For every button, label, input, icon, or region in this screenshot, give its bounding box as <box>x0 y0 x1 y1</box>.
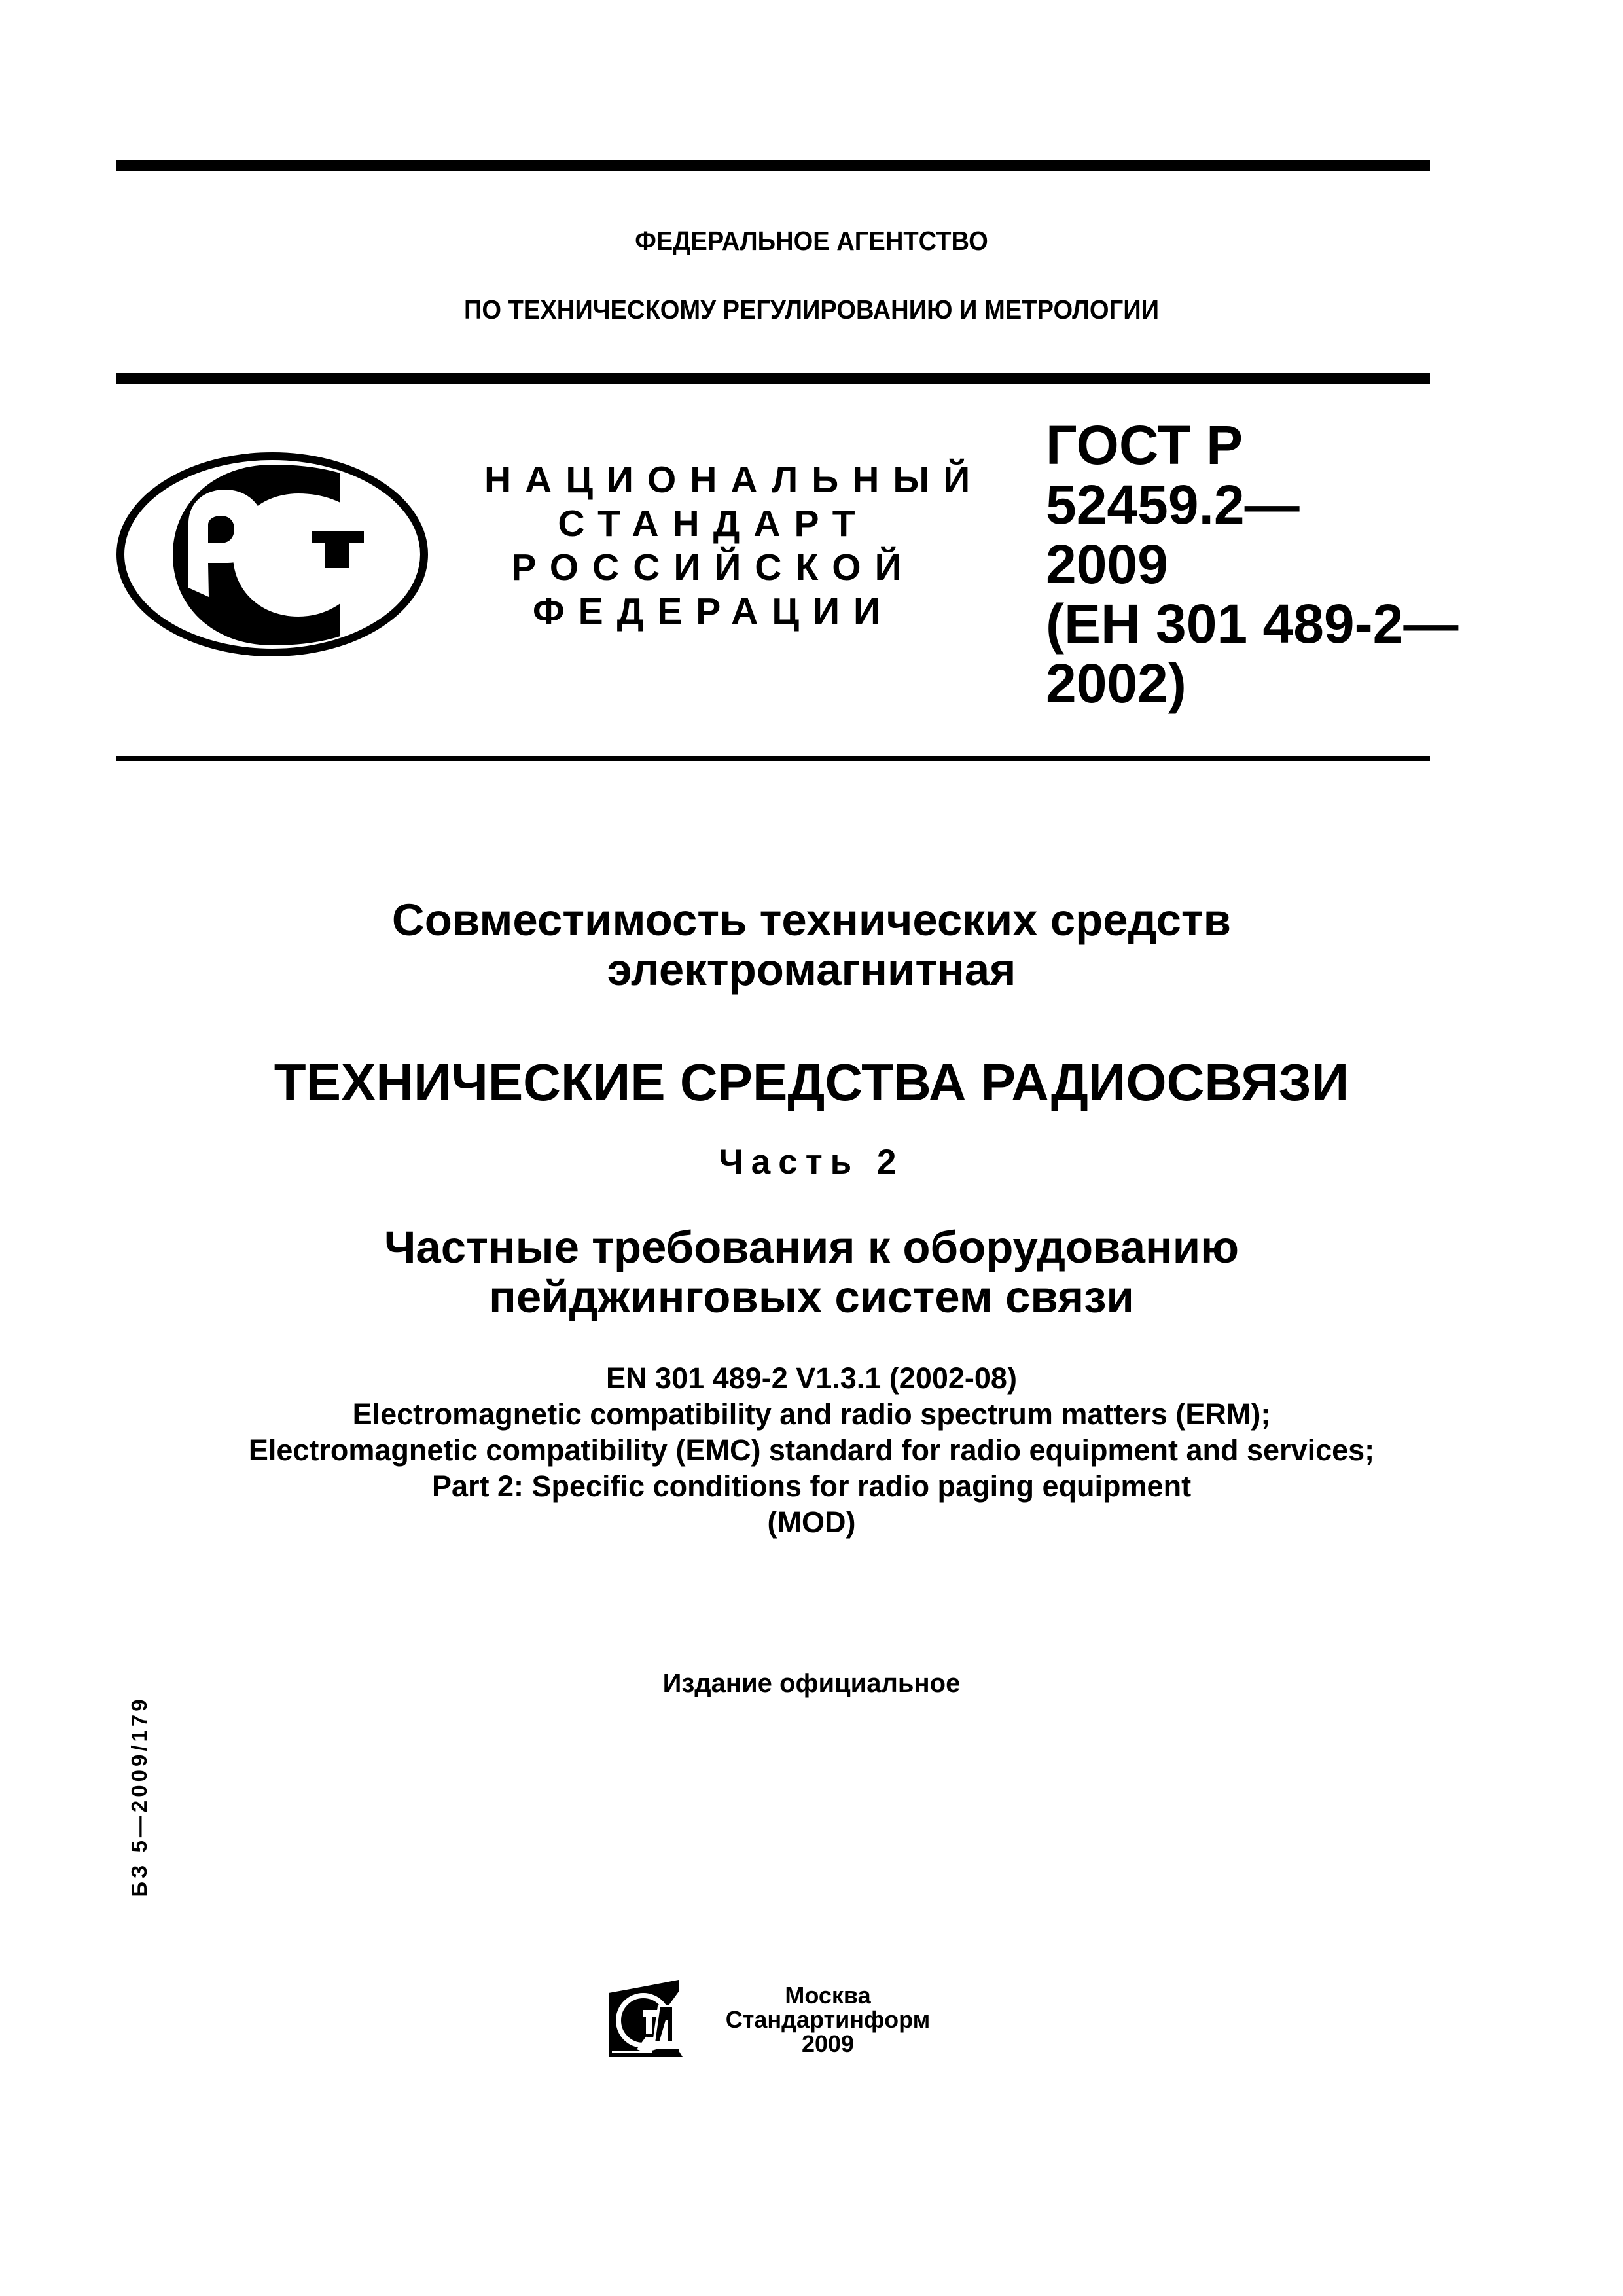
main-title: ТЕХНИЧЕСКИЕ СРЕДСТВА РАДИОСВЯЗИ <box>274 1053 1349 1111</box>
en-reference-line: Electromagnetic compatibility and radio spectrum matters (ERM); <box>352 1397 1271 1431</box>
side-code: БЗ 5—2009/179 <box>127 1696 151 1897</box>
designation-line: 2009 <box>1046 533 1168 595</box>
standard-designation <box>1046 416 1458 713</box>
top-rule <box>116 160 1430 171</box>
subtitle-line-1: Частные требования к оборудованию <box>383 1222 1240 1272</box>
caption-line: СТАНДАРТ <box>558 503 869 545</box>
header-rule <box>116 373 1430 384</box>
publisher-block <box>707 1983 949 2056</box>
caption-line: РОССИЙСКОЙ <box>511 547 916 588</box>
publisher-city: Москва <box>785 1982 871 2009</box>
publication-year: 2009 <box>801 2030 855 2057</box>
title-line-1: Совместимость технических средств <box>391 895 1232 945</box>
agency-line-1: ФЕДЕРАЛЬНОЕ АГЕНТСТВО <box>635 226 988 256</box>
caption-line: ФЕДЕРАЦИИ <box>532 590 895 632</box>
caption-line: НАЦИОНАЛЬНЫЙ <box>484 459 984 501</box>
en-reference-line: Electromagnetic compatibility (EMC) standard for radio equipment and services; <box>248 1433 1375 1467</box>
designation-line: 2002) <box>1046 653 1186 714</box>
edition-label: Издание официальное <box>662 1669 961 1698</box>
standartinform-logo-icon <box>605 1980 704 2058</box>
en-reference-line: Part 2: Specific conditions for radio paging equipment <box>431 1469 1192 1503</box>
part-label: Часть 2 <box>719 1143 904 1181</box>
national-standard-caption <box>484 458 984 634</box>
en-reference-line: EN 301 489-2 V1.3.1 (2002-08) <box>606 1361 1017 1395</box>
publisher-name: Стандартинформ <box>725 2006 931 2033</box>
rst-conformity-mark-icon <box>115 452 429 658</box>
subtitle-line-2: пейджинговых систем связи <box>489 1272 1134 1322</box>
designation-line: ГОСТ Р <box>1046 414 1243 476</box>
designation-line: 52459.2— <box>1046 474 1300 535</box>
designation-line: (ЕН 301 489-2— <box>1046 593 1459 655</box>
title-line-2: электромагнитная <box>607 944 1016 995</box>
en-reference-line: (MOD) <box>767 1505 856 1539</box>
agency-line-2: ПО ТЕХНИЧЕСКОМУ РЕГУЛИРОВАНИЮ И МЕТРОЛОГИИ <box>463 295 1160 325</box>
designation-rule <box>116 756 1430 761</box>
